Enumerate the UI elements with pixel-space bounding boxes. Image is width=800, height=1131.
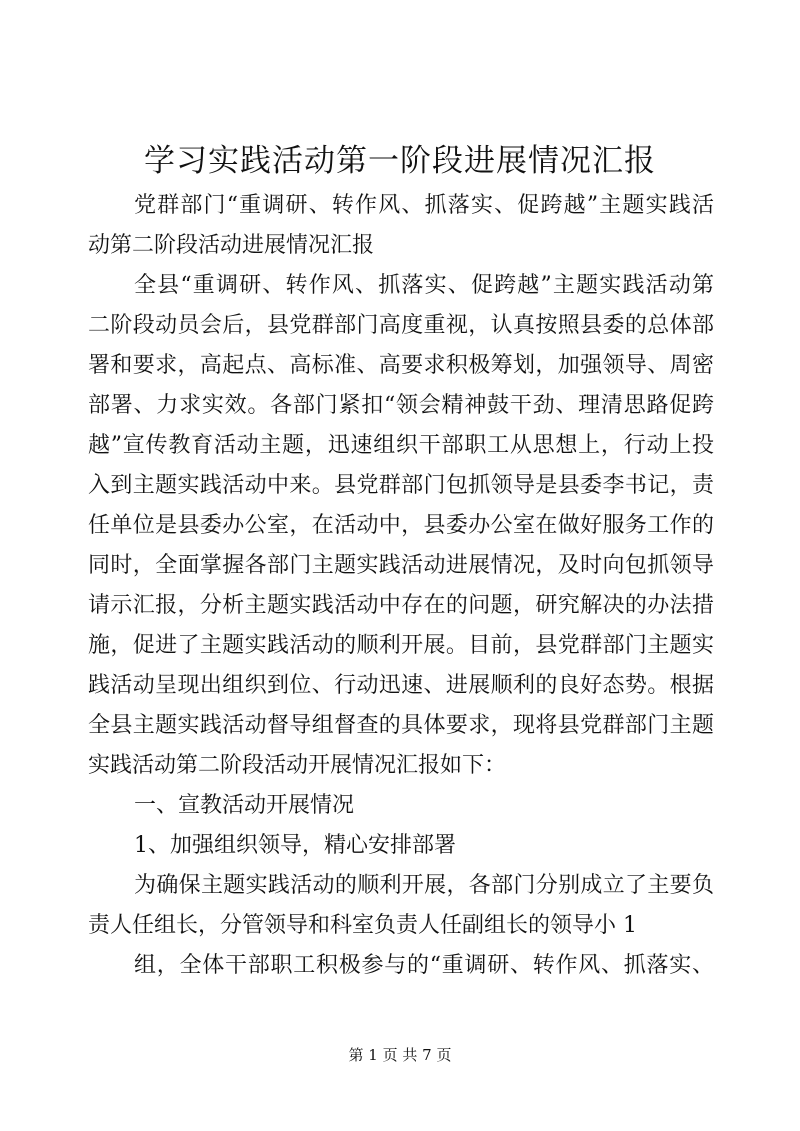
- body-line: 全县主题实践活动督导组督查的具体要求，现将县党群部门主题: [88, 713, 714, 738]
- body-line: 为确保主题实践活动的顺利开展，各部门分别成立了主要负: [134, 873, 714, 898]
- body-line: 二阶段动员会后，县党群部门高度重视，认真按照县委的总体部: [88, 313, 714, 338]
- body-line: 施，促进了主题实践活动的顺利开展。目前，县党群部门主题实: [88, 633, 714, 658]
- body-line: 请示汇报，分析主题实践活动中存在的问题，研究解决的办法措: [88, 593, 714, 618]
- subsection-heading: 1、加强组织领导，精心安排部署: [134, 833, 456, 858]
- body-line: 责人任组长，分管领导和科室负责人任副组长的领导小 1: [88, 913, 637, 938]
- body-line: 署和要求，高起点、高标准、高要求积极筹划，加强领导、周密: [88, 353, 714, 378]
- body-line: 任单位是县委办公室，在活动中，县委办公室在做好服务工作的: [88, 513, 714, 538]
- body-line: 践活动呈现出组织到位、行动迅速、进展顺利的良好态势。根据: [88, 673, 714, 698]
- body-line: 组，全体干部职工积极参与的“重调研、转作风、抓落实、: [134, 953, 714, 978]
- page-footer: [0, 1045, 800, 1065]
- document-body: [88, 186, 714, 986]
- body-line: 动第二阶段活动进展情况汇报: [88, 233, 375, 258]
- page-title: 学习实践活动第一阶段进展情况汇报: [144, 143, 656, 179]
- body-line: 入到主题实践活动中来。县党群部门包抓领导是县委李书记，责: [88, 473, 714, 498]
- body-line: 越”宣传教育活动主题，迅速组织干部职工从思想上，行动上投: [88, 433, 714, 458]
- body-line: 部署、力求实效。各部门紧扣“领会精神鼓干劲、理清思路促跨: [88, 393, 714, 418]
- body-line: 全县“重调研、转作风、抓落实、促跨越”主题实践活动第: [134, 273, 714, 298]
- body-line: 同时，全面掌握各部门主题实践活动进展情况，及时向包抓领导: [88, 553, 714, 578]
- page-number: 第 1 页 共 7 页: [348, 1046, 452, 1064]
- body-line: 党群部门“重调研、转作风、抓落实、促跨越”主题实践活: [134, 193, 714, 218]
- section-heading: 一、宣教活动开展情况: [134, 793, 355, 818]
- body-line: 实践活动第二阶段活动开展情况汇报如下：: [88, 753, 507, 778]
